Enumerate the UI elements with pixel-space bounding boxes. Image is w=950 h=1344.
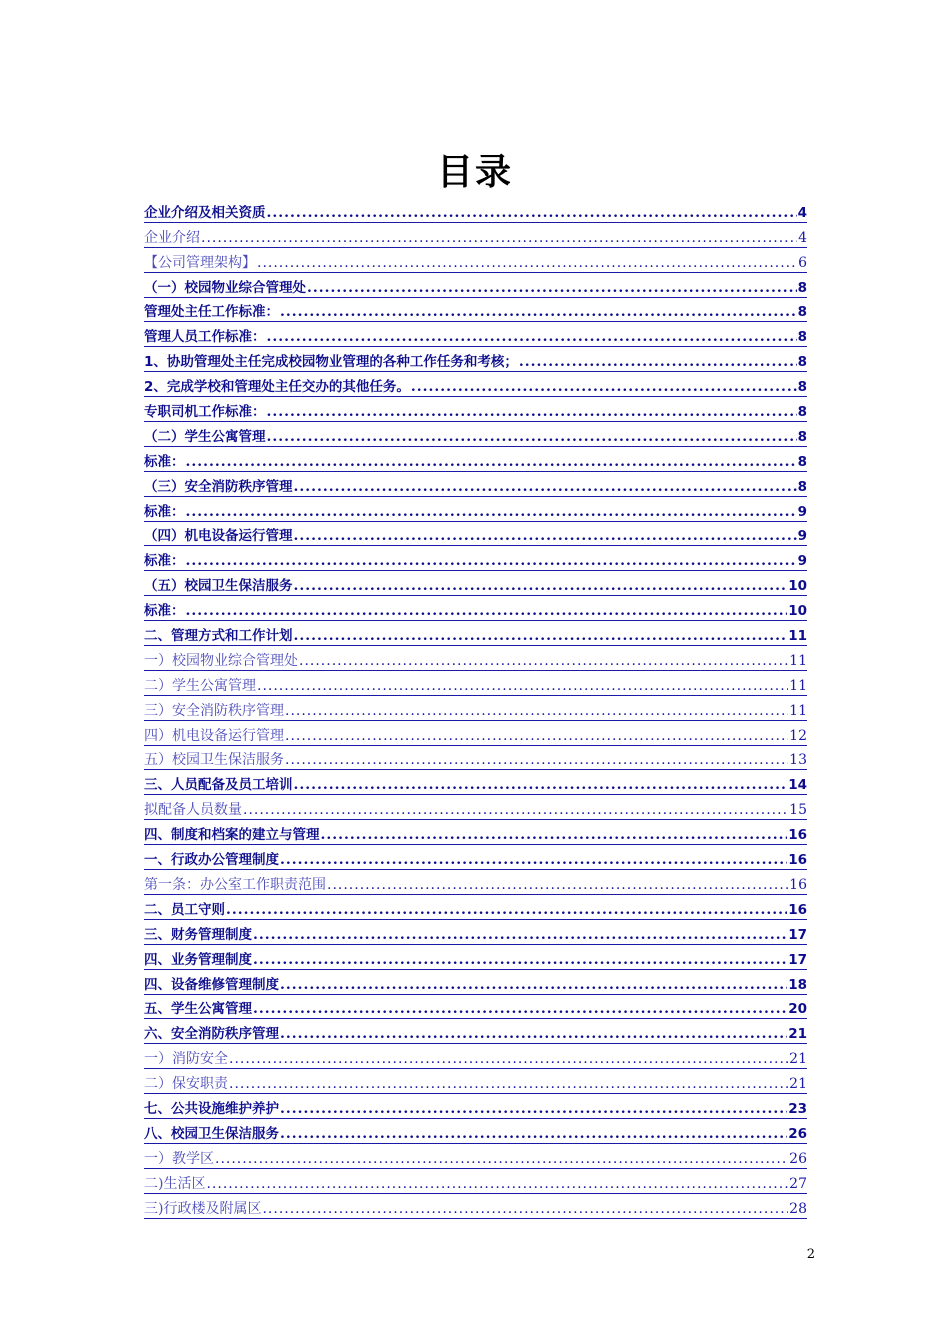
toc-leader-dots (294, 577, 788, 595)
page-title: 目录 (436, 152, 513, 193)
toc-leader-dots (285, 751, 788, 769)
toc-entry-page: 17 (788, 926, 807, 943)
toc-entry[interactable] (144, 770, 807, 795)
toc-entry-title: 一）教学区 (144, 1150, 214, 1167)
toc-entry[interactable] (144, 1144, 807, 1169)
toc-entry-title: 三）安全消防秩序管理 (144, 702, 284, 719)
toc-entry-title: 六、安全消防秩序管理 (144, 1026, 279, 1043)
toc-entry-title: 二）学生公寓管理 (144, 677, 256, 694)
toc-entry[interactable] (144, 347, 807, 372)
toc-leader-dots (327, 876, 788, 894)
toc-leader-dots (411, 378, 797, 396)
toc-entry[interactable] (144, 522, 807, 547)
toc-entry[interactable] (144, 795, 807, 820)
toc-leader-dots (186, 503, 797, 521)
table-of-contents (144, 198, 807, 1219)
toc-leader-dots (206, 1175, 788, 1193)
toc-entry-page: 12 (789, 727, 807, 744)
toc-entry-title: 五）校园卫生保洁服务 (144, 752, 284, 769)
toc-entry-title: 第一条：办公室工作职责范围 (144, 876, 326, 893)
toc-leader-dots (519, 353, 797, 371)
toc-leader-dots (229, 1050, 788, 1068)
toc-entry[interactable] (144, 696, 807, 721)
toc-entry[interactable] (144, 646, 807, 671)
toc-entry-page: 21 (789, 1076, 807, 1093)
toc-entry[interactable] (144, 870, 807, 895)
toc-entry-title: 五、学生公寓管理 (144, 1001, 252, 1018)
toc-entry-page: 26 (789, 1150, 807, 1167)
toc-entry-title: 四、制度和档案的建立与管理 (144, 827, 320, 844)
toc-entry-page: 8 (797, 379, 807, 396)
toc-entry-title: 标准： (144, 603, 185, 620)
toc-leader-dots (243, 801, 788, 819)
toc-entry-page: 20 (788, 1001, 807, 1018)
toc-entry-page: 8 (797, 453, 807, 470)
toc-entry-page: 8 (797, 354, 807, 371)
toc-entry[interactable] (144, 621, 807, 646)
toc-entry-title: （二）学生公寓管理 (144, 428, 266, 445)
toc-leader-dots (294, 776, 788, 794)
toc-entry-page: 28 (789, 1200, 807, 1217)
toc-leader-dots (186, 552, 797, 570)
toc-entry-page: 15 (789, 802, 807, 819)
toc-entry-page: 11 (789, 702, 807, 719)
toc-leader-dots (294, 627, 788, 645)
toc-entry-title: （一）校园物业综合管理处 (144, 279, 306, 296)
toc-leader-dots (267, 403, 797, 421)
toc-leader-dots (280, 1025, 787, 1043)
toc-entry-title: 【公司管理架构】 (144, 254, 256, 271)
toc-entry[interactable] (144, 721, 807, 746)
toc-entry[interactable] (144, 397, 807, 422)
toc-entry-page: 11 (789, 677, 807, 694)
toc-entry-page: 8 (797, 428, 807, 445)
toc-entry[interactable] (144, 447, 807, 472)
toc-entry-title: 二、管理方式和工作计划 (144, 628, 293, 645)
toc-entry-page: 27 (789, 1175, 807, 1192)
toc-leader-dots (280, 1100, 787, 1118)
toc-entry[interactable] (144, 223, 807, 248)
toc-entry-page: 13 (789, 752, 807, 769)
toc-entry-title: 七、公共设施维护养护 (144, 1100, 279, 1117)
toc-entry-title: （三）安全消防秩序管理 (144, 478, 293, 495)
toc-entry-title: 一、行政办公管理制度 (144, 852, 279, 869)
toc-leader-dots (257, 677, 788, 695)
toc-entry-title: 2、完成学校和管理处主任交办的其他任务。 (144, 379, 410, 396)
toc-entry-title: 管理人员工作标准： (144, 329, 266, 346)
toc-leader-dots (215, 1150, 788, 1168)
toc-entry-title: 1、协助管理处主任完成校园物业管理的各种工作任务和考核； (144, 354, 518, 371)
toc-entry[interactable] (144, 820, 807, 845)
toc-entry[interactable] (144, 546, 807, 571)
toc-entry-title: 专职司机工作标准： (144, 404, 266, 421)
page-number: 2 (806, 1247, 815, 1262)
toc-entry-title: 管理处主任工作标准： (144, 304, 279, 321)
toc-entry-title: 企业介绍及相关资质 (144, 204, 266, 221)
toc-entry[interactable] (144, 746, 807, 771)
toc-entry-page: 11 (788, 628, 807, 645)
toc-entry-page: 14 (788, 777, 807, 794)
toc-entry[interactable] (144, 472, 807, 497)
toc-leader-dots (253, 951, 787, 969)
toc-entry-title: （五）校园卫生保洁服务 (144, 578, 293, 595)
toc-entry-page: 16 (789, 876, 807, 893)
toc-entry-title: 八、校园卫生保洁服务 (144, 1125, 279, 1142)
toc-entry-page: 9 (797, 503, 807, 520)
toc-entry-title: 一）消防安全 (144, 1051, 228, 1068)
toc-entry[interactable] (144, 422, 807, 447)
toc-leader-dots (280, 1125, 787, 1143)
toc-entry[interactable] (144, 1119, 807, 1144)
toc-leader-dots (280, 851, 787, 869)
toc-leader-dots (262, 1200, 788, 1218)
toc-leader-dots (280, 303, 797, 321)
toc-entry[interactable] (144, 497, 807, 522)
toc-entry-page: 10 (788, 603, 807, 620)
toc-entry-page: 23 (788, 1100, 807, 1117)
toc-entry[interactable] (144, 1194, 807, 1219)
toc-entry[interactable] (144, 298, 807, 323)
toc-leader-dots (186, 453, 797, 471)
toc-entry-title: 四、业务管理制度 (144, 951, 252, 968)
toc-entry-title: 三、财务管理制度 (144, 926, 252, 943)
toc-entry-page: 9 (797, 528, 807, 545)
toc-entry-title: 三、人员配备及员工培训 (144, 777, 293, 794)
toc-entry-page: 8 (797, 478, 807, 495)
toc-leader-dots (299, 652, 788, 670)
toc-leader-dots (280, 976, 787, 994)
toc-leader-dots (201, 229, 797, 247)
toc-entry-page: 9 (797, 553, 807, 570)
toc-entry-title: 拟配备人员数量 (144, 802, 242, 819)
toc-entry-title: 一）校园物业综合管理处 (144, 652, 298, 669)
toc-entry-page: 4 (797, 204, 807, 221)
toc-entry-page: 8 (797, 279, 807, 296)
toc-entry[interactable] (144, 248, 807, 273)
toc-entry[interactable] (144, 372, 807, 397)
toc-entry[interactable] (144, 1094, 807, 1119)
toc-entry-page: 8 (797, 404, 807, 421)
toc-leader-dots (186, 602, 788, 620)
toc-entry-page: 11 (789, 652, 807, 669)
toc-entry[interactable] (144, 845, 807, 870)
toc-entry-page: 16 (788, 827, 807, 844)
toc-entry-title: 企业介绍 (144, 229, 200, 246)
toc-entry-title: 标准： (144, 503, 185, 520)
toc-entry-page: 8 (797, 304, 807, 321)
toc-entry-title: （四）机电设备运行管理 (144, 528, 293, 545)
toc-leader-dots (321, 826, 788, 844)
toc-entry[interactable] (144, 895, 807, 920)
toc-entry-page: 26 (788, 1125, 807, 1142)
toc-entry-title: 二）保安职责 (144, 1076, 228, 1093)
toc-entry[interactable] (144, 1019, 807, 1044)
toc-entry-page: 21 (788, 1026, 807, 1043)
toc-entry-title: 二)生活区 (144, 1175, 206, 1192)
toc-leader-dots (229, 1075, 788, 1093)
toc-entry-page: 8 (797, 329, 807, 346)
toc-entry-page: 16 (788, 901, 807, 918)
toc-leader-dots (285, 727, 788, 745)
toc-entry[interactable] (144, 970, 807, 995)
toc-entry[interactable] (144, 995, 807, 1020)
toc-entry[interactable] (144, 1069, 807, 1094)
toc-entry[interactable] (144, 322, 807, 347)
toc-leader-dots (253, 1000, 787, 1018)
toc-leader-dots (294, 527, 797, 545)
toc-entry-title: 四、设备维修管理制度 (144, 976, 279, 993)
toc-leader-dots (226, 901, 787, 919)
toc-leader-dots (253, 926, 787, 944)
toc-entry-title: 标准： (144, 453, 185, 470)
toc-leader-dots (257, 254, 797, 272)
toc-leader-dots (267, 204, 797, 222)
toc-leader-dots (294, 478, 797, 496)
toc-entry[interactable] (144, 945, 807, 970)
toc-entry-title: 二、员工守则 (144, 901, 225, 918)
toc-entry[interactable] (144, 198, 807, 223)
toc-leader-dots (285, 702, 788, 720)
toc-entry-title: 四）机电设备运行管理 (144, 727, 284, 744)
toc-leader-dots (307, 279, 797, 297)
toc-entry-title: 标准： (144, 553, 185, 570)
toc-entry[interactable] (144, 671, 807, 696)
toc-entry[interactable] (144, 1044, 807, 1069)
toc-leader-dots (267, 328, 797, 346)
toc-entry[interactable] (144, 273, 807, 298)
toc-entry-page: 10 (788, 578, 807, 595)
toc-entry-page: 16 (788, 852, 807, 869)
toc-entry-page: 17 (788, 951, 807, 968)
toc-entry-title: 三)行政楼及附属区 (144, 1200, 262, 1217)
toc-entry[interactable] (144, 571, 807, 596)
toc-entry-page: 4 (798, 229, 807, 246)
toc-entry[interactable] (144, 596, 807, 621)
toc-entry[interactable] (144, 920, 807, 945)
toc-entry[interactable] (144, 1169, 807, 1194)
toc-entry-page: 6 (798, 254, 807, 271)
toc-entry-page: 18 (788, 976, 807, 993)
toc-leader-dots (267, 428, 797, 446)
toc-entry-page: 21 (789, 1051, 807, 1068)
